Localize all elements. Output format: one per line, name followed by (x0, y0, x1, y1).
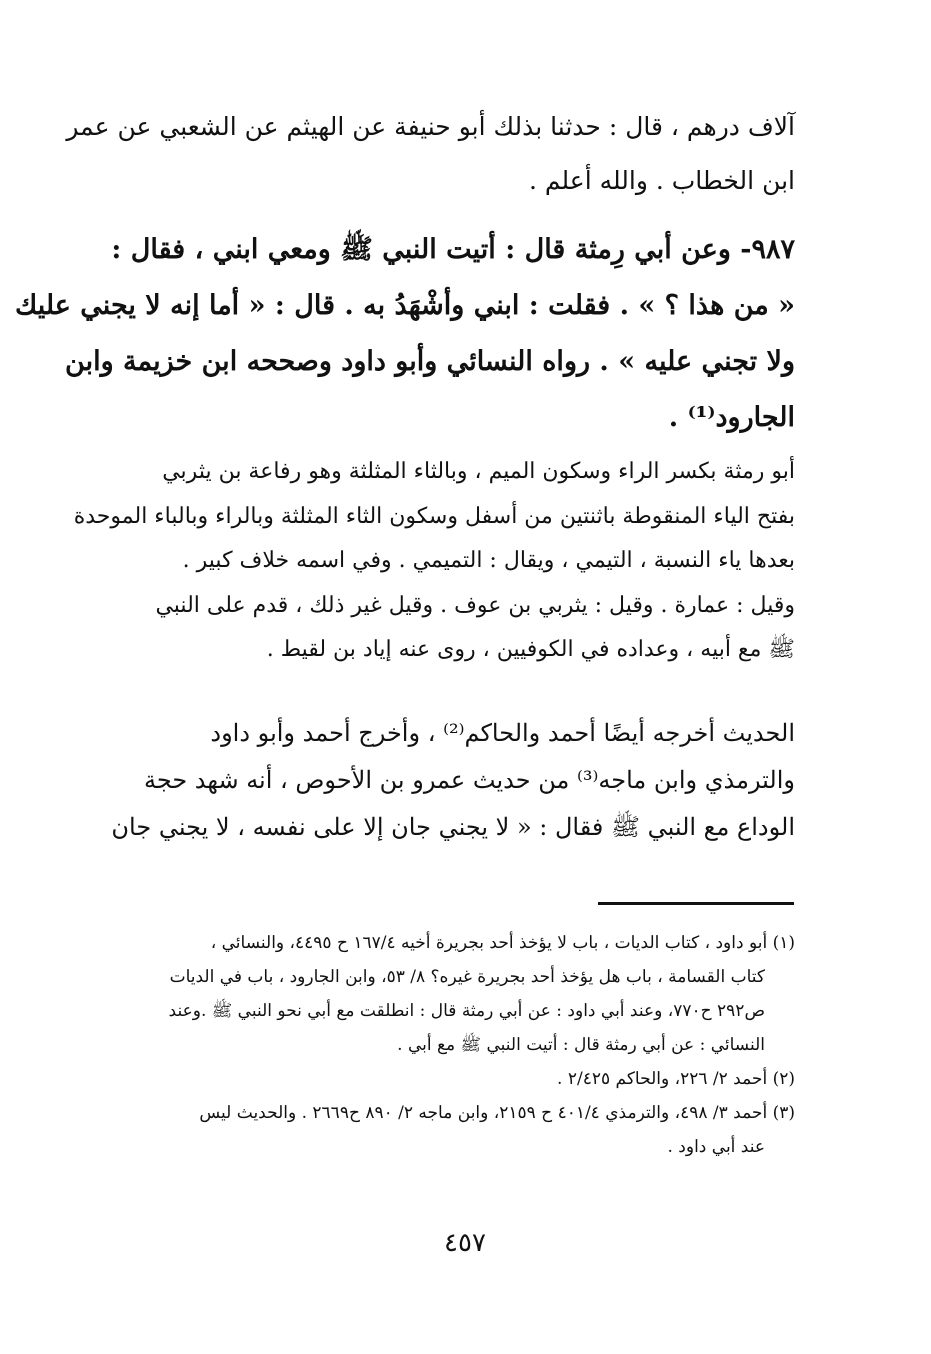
text-line: ﷺ مع أبيه ، وعداده في الكوفيين ، روى عنه إياد بن لقيط . (266, 637, 795, 662)
hadith-line: « من هذا ؟ » . فقلت : ابني وأشْهَدُ به . قال : « أما إنه لا يجني عليك (14, 290, 795, 321)
page-number: ٤٥٧ (444, 1228, 486, 1258)
text-line: ابن الخطاب . والله أعلم . (528, 166, 795, 195)
takhrij-paragraph (111, 710, 795, 851)
footnote-line: كتاب القسامة ، باب هل يؤخذ أحد بجريرة غيره؟ ٨/ ٥٣، وابن الجارود ، باب في الديات (169, 967, 765, 987)
footnote-line: (٢) أحمد ٢/ ٢٢٦، والحاكم ٢/٤٢٥ . (557, 1069, 795, 1089)
hadith-line: ٩٨٧- وعن أبي رِمثة قال : أتيت النبي ﷺ ومعي ابني ، فقال : (111, 234, 795, 265)
text-line: الحديث أخرجه أيضًا أحمد والحاكم⁽²⁾ ، وأخرج أحمد وأبو داود (210, 719, 795, 747)
commentary-paragraph (73, 450, 795, 673)
text-line: وقيل : عمارة . وقيل : يثربي بن عوف . وقيل غير ذلك ، قدم على النبي (155, 592, 795, 618)
footnote-line: (٣) أحمد ٣/ ٤٩٨، والترمذي ٤٠١/٤ ح ٢١٥٩، وابن ماجه ٢/ ٨٩٠ ح٢٦٦٩ . والحديث ليس (199, 1103, 795, 1123)
footnote-line: عند أبي داود . (667, 1137, 765, 1157)
intro-paragraph (66, 100, 795, 208)
text-line: الوداع مع النبي ﷺ فقال : « لا يجني جان إلا على نفسه ، لا يجني جان (111, 813, 795, 841)
footnote-line: (١) أبو داود ، كتاب الديات ، باب لا يؤخذ أحد بجريرة أخيه ١٦٧/٤ ح ٤٤٩٥، والنسائي ، (210, 933, 795, 953)
text-line: بعدها ياء النسبة ، التيمي ، ويقال : التميمي . وفي اسمه خلاف كبير . (182, 548, 795, 573)
text-line: بفتح الياء المنقوطة باثنتين من أسفل وسكون الثاء المثلثة وبالراء وبالباء الموحدة (73, 503, 795, 529)
text-line: آلاف درهم ، قال : حدثنا بذلك أبو حنيفة عن الهيثم عن الشعبي عن عمر (66, 112, 795, 141)
text-line: أبو رمثة بكسر الراء وسكون الميم ، وبالثاء المثلثة وهو رفاعة بن يثربي (162, 459, 795, 484)
text-line: والترمذي وابن ماجه⁽³⁾ من حديث عمرو بن الأحوص ، أنه شهد حجة (143, 766, 795, 794)
footnotes (130, 926, 795, 1164)
hadith-line: ولا تجني عليه » . رواه النسائي وأبو داود وصححه ابن خزيمة وابن (65, 346, 795, 377)
footnote-line: النسائي : عن أبي رمثة قال : أتيت النبي ﷺ مع أبي . (397, 1035, 765, 1055)
footnote-line: ص٢٩٢ ح٧٧٠، وعند أبي داود : عن أبي رمثة قال : انطلقت مع أبي نحو النبي ﷺ .وعند (168, 1001, 765, 1021)
hadith-text (14, 222, 795, 446)
footnote-separator (598, 902, 794, 905)
hadith-line: الجارود⁽¹⁾ . (668, 402, 795, 433)
